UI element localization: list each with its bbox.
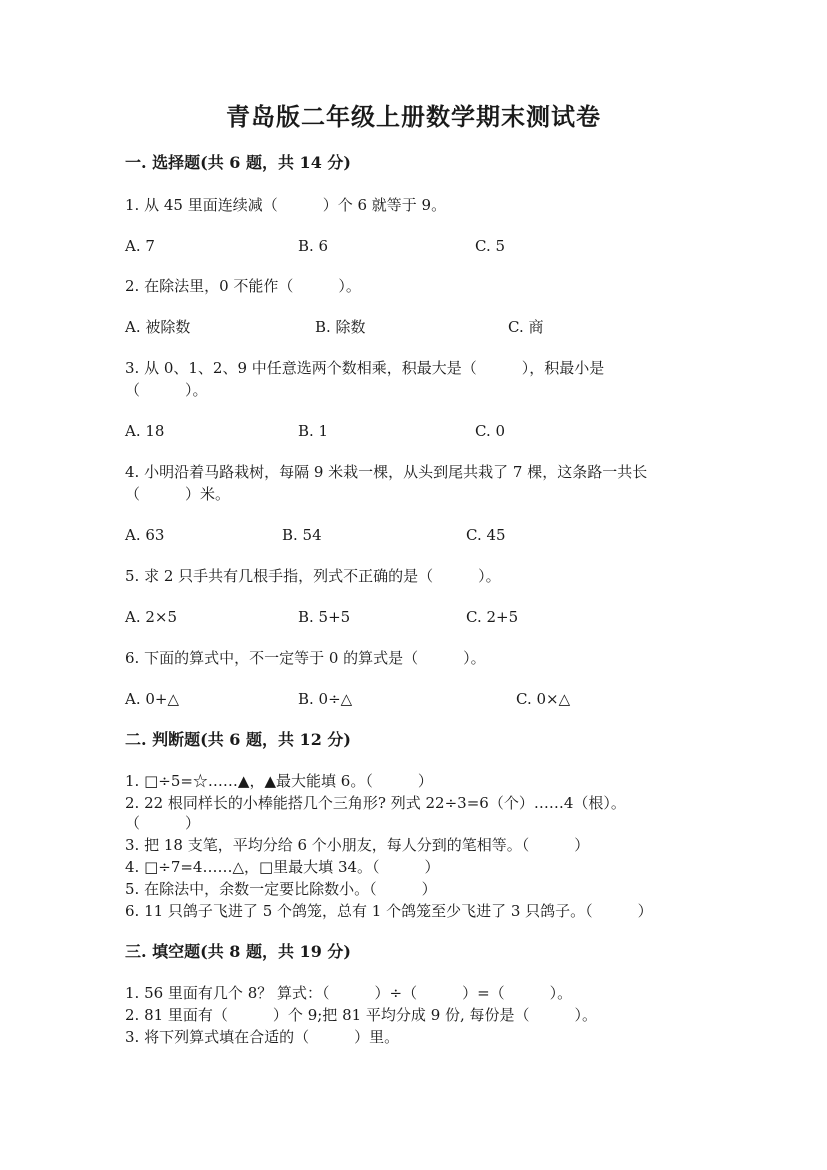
fill-item: 3. 将下列算式填在合适的（ ）里。: [125, 1028, 400, 1046]
option-a: A. 7: [125, 237, 155, 255]
option-c: C. 商: [508, 318, 544, 336]
question-text: 2. 在除法里，0 不能作（ ）。: [125, 277, 361, 295]
option-c: C. 0: [475, 422, 506, 440]
page-title: 青岛版二年级上册数学期末测试卷: [226, 102, 601, 131]
fill-item: 2. 81 里面有（ ）个 9;把 81 平均分成 9 份, 每份是（ ）。: [125, 1006, 598, 1024]
option-a: A. 0+△: [125, 690, 180, 708]
option-b: B. 54: [282, 526, 322, 544]
option-a: A. 63: [125, 526, 165, 544]
option-b: B. 除数: [315, 318, 366, 336]
option-c: C. 45: [466, 526, 506, 544]
question-text: 6. 下面的算式中，不一定等于 0 的算式是（ ）。: [125, 649, 486, 667]
section-heading-judge: 二. 判断题(共 6 题，共 12 分): [125, 730, 351, 749]
question-text: 4. 小明沿着马路栽树，每隔 9 米栽一棵，从头到尾共栽了 7 棵，这条路一共长: [125, 463, 648, 481]
option-b: B. 5+5: [298, 608, 351, 626]
option-b: B. 6: [298, 237, 329, 255]
question-text: 3. 从 0、1、2、9 中任意选两个数相乘，积最大是（ ），积最小是: [125, 359, 605, 377]
option-a: A. 2×5: [125, 608, 178, 626]
section-heading-choice: 一. 选择题(共 6 题，共 14 分): [125, 153, 351, 172]
question-text-continued: （ ）米。: [125, 485, 231, 503]
option-a: A. 被除数: [125, 318, 191, 336]
option-a: A. 18: [125, 422, 165, 440]
judge-item: 3. 把 18 支笔，平均分给 6 个小朋友，每人分到的笔相等。（ ）: [125, 836, 590, 854]
option-b: B. 1: [298, 422, 329, 440]
option-c: C. 5: [475, 237, 506, 255]
option-c: C. 0×△: [516, 690, 571, 708]
fill-item: 1. 56 里面有几个 8？ 算式：（ ）÷（ ）=（ ）。: [125, 984, 573, 1002]
option-c: C. 2+5: [466, 608, 519, 626]
section-heading-fill: 三. 填空题(共 8 题，共 19 分): [125, 942, 351, 961]
option-b: B. 0÷△: [298, 690, 353, 708]
judge-item: 4. □÷7=4……△，□里最大填 34。（ ）: [125, 858, 440, 876]
judge-item: 1. □÷5=☆……▲，▲最大能填 6。（ ）: [125, 772, 433, 790]
question-text-continued: （ ）。: [125, 381, 208, 399]
judge-item: 5. 在除法中，余数一定要比除数小。（ ）: [125, 880, 437, 898]
judge-item: 6. 11 只鸽子飞进了 5 个鸽笼，总有 1 个鸽笼至少飞进了 3 只鸽子。（ ）: [125, 902, 653, 920]
question-text: 1. 从 45 里面连续减（ ）个 6 就等于 9。: [125, 196, 447, 214]
question-text: 5. 求 2 只手共有几根手指，列式不正确的是（ ）。: [125, 567, 501, 585]
judge-item: 2. 22 根同样长的小棒能搭几个三角形? 列式 22÷3=6（个）……4（根）。: [125, 794, 626, 812]
judge-item-continued: （ ）: [125, 814, 201, 832]
